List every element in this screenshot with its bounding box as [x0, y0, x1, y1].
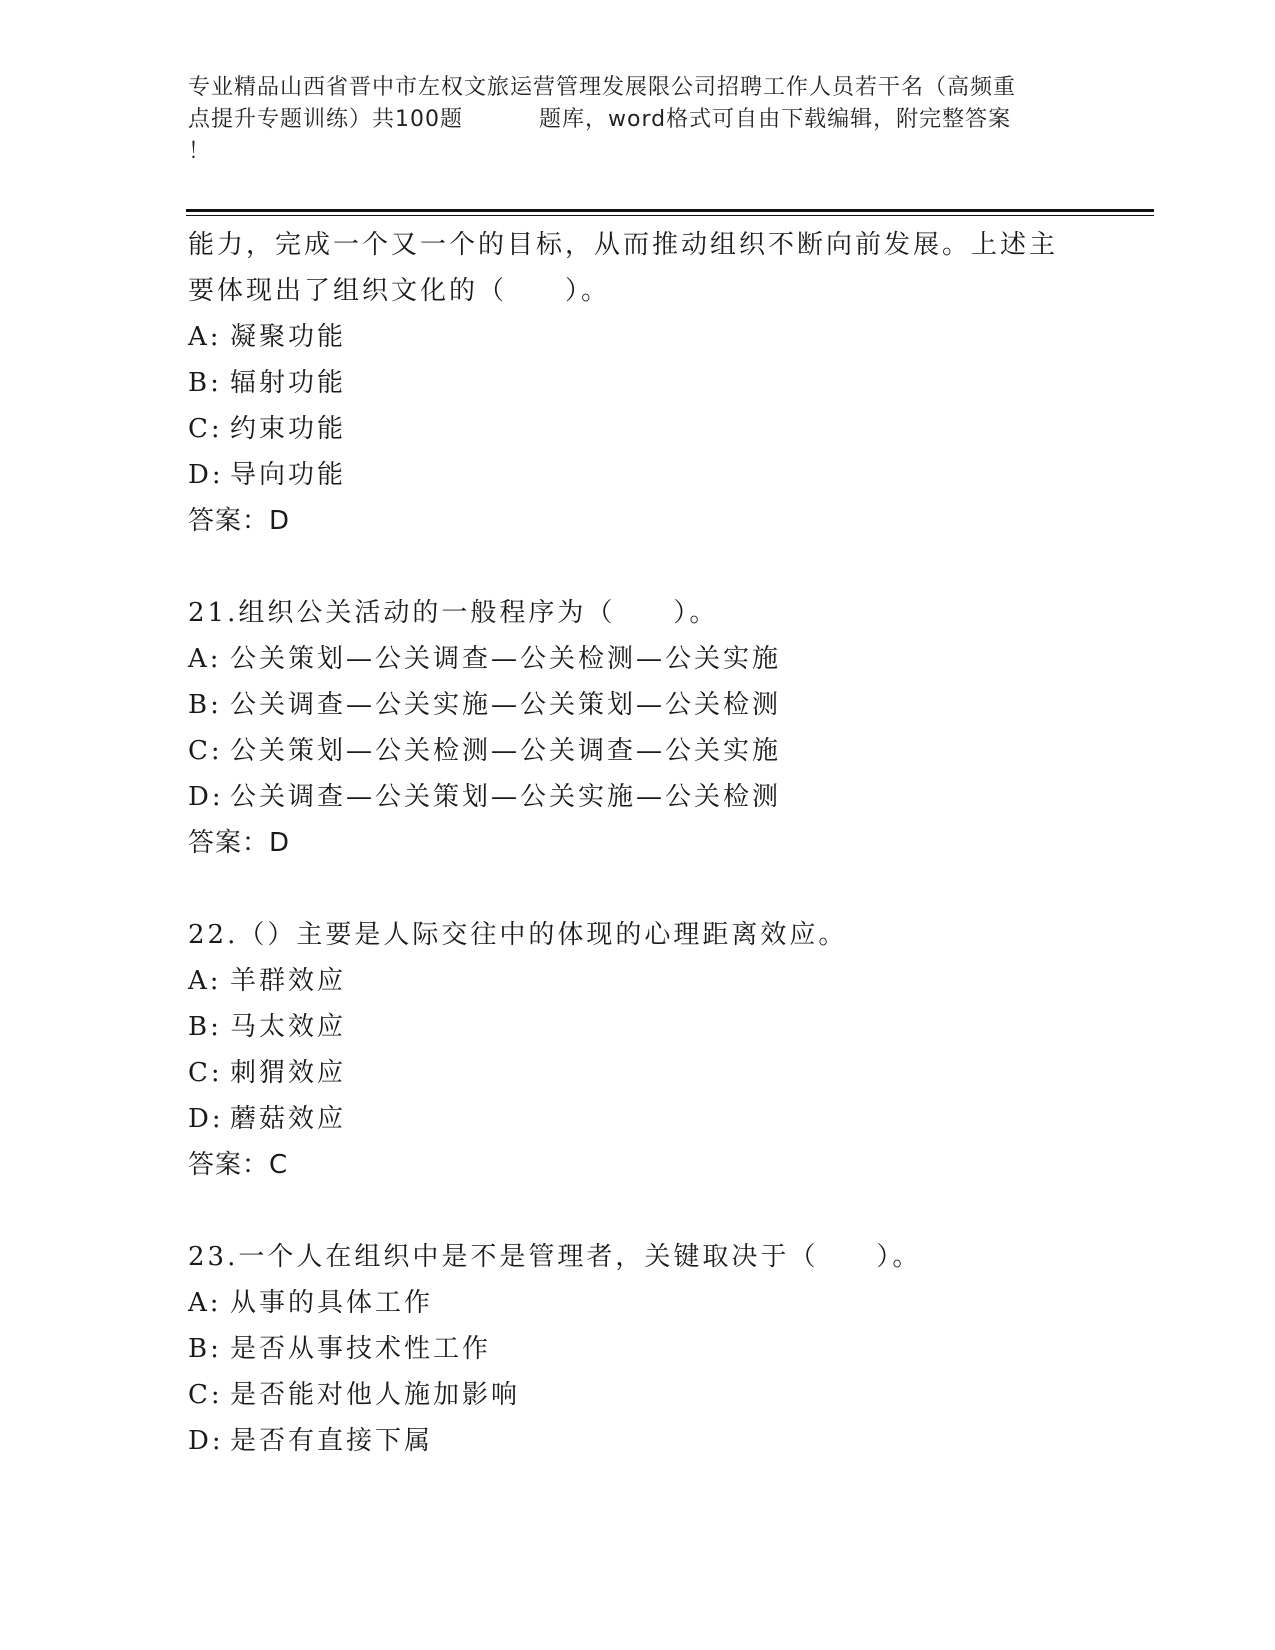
option-text: 公关策划—公关调查—公关检测—公关实施 — [230, 644, 782, 674]
option-text: 蘑菇效应 — [230, 1104, 347, 1134]
question-23 — [188, 1234, 1088, 1464]
header-line-2 — [188, 104, 1088, 136]
option-text: 凝聚功能 — [230, 322, 347, 352]
question-list — [188, 222, 1088, 1464]
option-letter: D: — [188, 1426, 224, 1456]
option-text: 刺猬效应 — [230, 1058, 347, 1088]
option-text: 公关调查—公关策划—公关实施—公关检测 — [230, 782, 782, 812]
option-text: 辐射功能 — [230, 368, 347, 398]
option-text: 羊群效应 — [230, 966, 347, 996]
option-letter: D: — [188, 1104, 224, 1134]
option-letter: A: — [188, 1288, 222, 1318]
option-letter: C: — [188, 414, 223, 444]
header-divider-thick — [186, 209, 1154, 212]
option-a — [188, 958, 1088, 1004]
question-20-continuation — [188, 222, 1088, 544]
answer-line: 答案：C — [188, 1150, 289, 1180]
option-letter: B: — [188, 368, 222, 398]
header-line-2-part-1: 点提升专题训练）共100题 — [188, 107, 463, 132]
answer-line: 答案：D — [188, 506, 291, 536]
header-line-1: 专业精品山西省晋中市左权文旅运营管理发展限公司招聘工作人员若干名（高频重 — [188, 75, 1017, 100]
header-line-3: ！ — [188, 139, 212, 164]
option-d — [188, 1418, 1088, 1464]
answer-line: 答案：D — [188, 828, 291, 858]
option-letter: D: — [188, 782, 224, 812]
question-stem-line: 能力，完成一个又一个的目标，从而推动组织不断向前发展。上述主 — [188, 230, 1059, 260]
option-b — [188, 682, 1088, 728]
option-b — [188, 1004, 1088, 1050]
option-letter: C: — [188, 1380, 223, 1410]
option-letter: D: — [188, 460, 224, 490]
question-22 — [188, 912, 1088, 1188]
option-a — [188, 314, 1088, 360]
option-text: 是否有直接下属 — [230, 1426, 434, 1456]
option-a — [188, 1280, 1088, 1326]
option-c — [188, 1372, 1088, 1418]
option-c — [188, 1050, 1088, 1096]
option-text: 从事的具体工作 — [230, 1288, 434, 1318]
option-text: 是否从事技术性工作 — [230, 1334, 492, 1364]
option-c — [188, 728, 1088, 774]
option-text: 公关策划—公关检测—公关调查—公关实施 — [230, 736, 782, 766]
option-text: 导向功能 — [230, 460, 347, 490]
option-letter: C: — [188, 736, 223, 766]
option-text: 马太效应 — [230, 1012, 347, 1042]
question-stem: 22.（）主要是人际交往中的体现的心理距离效应。 — [188, 920, 848, 950]
option-c — [188, 406, 1088, 452]
header-line-2-part-2: 题库，word格式可自由下载编辑，附完整答案 — [539, 107, 1012, 132]
option-letter: A: — [188, 322, 222, 352]
question-stem: 21.组织公关活动的一般程序为（ ）。 — [188, 598, 719, 628]
option-letter: A: — [188, 966, 222, 996]
option-b — [188, 1326, 1088, 1372]
option-a — [188, 636, 1088, 682]
option-text: 是否能对他人施加影响 — [230, 1380, 521, 1410]
option-b — [188, 360, 1088, 406]
option-text: 公关调查—公关实施—公关策划—公关检测 — [230, 690, 782, 720]
question-21 — [188, 590, 1088, 866]
option-letter: B: — [188, 1334, 222, 1364]
option-text: 约束功能 — [230, 414, 347, 444]
option-d — [188, 1096, 1088, 1142]
option-letter: C: — [188, 1058, 223, 1088]
option-letter: B: — [188, 1012, 222, 1042]
question-stem-line: 要体现出了组织文化的（ ）。 — [188, 276, 611, 306]
question-stem: 23.一个人在组织中是不是管理者，关键取决于（ ）。 — [188, 1242, 922, 1272]
option-d — [188, 774, 1088, 820]
document-header — [188, 72, 1088, 168]
option-letter: B: — [188, 690, 222, 720]
option-letter: A: — [188, 644, 222, 674]
option-d — [188, 452, 1088, 498]
header-divider-thin — [186, 215, 1154, 216]
